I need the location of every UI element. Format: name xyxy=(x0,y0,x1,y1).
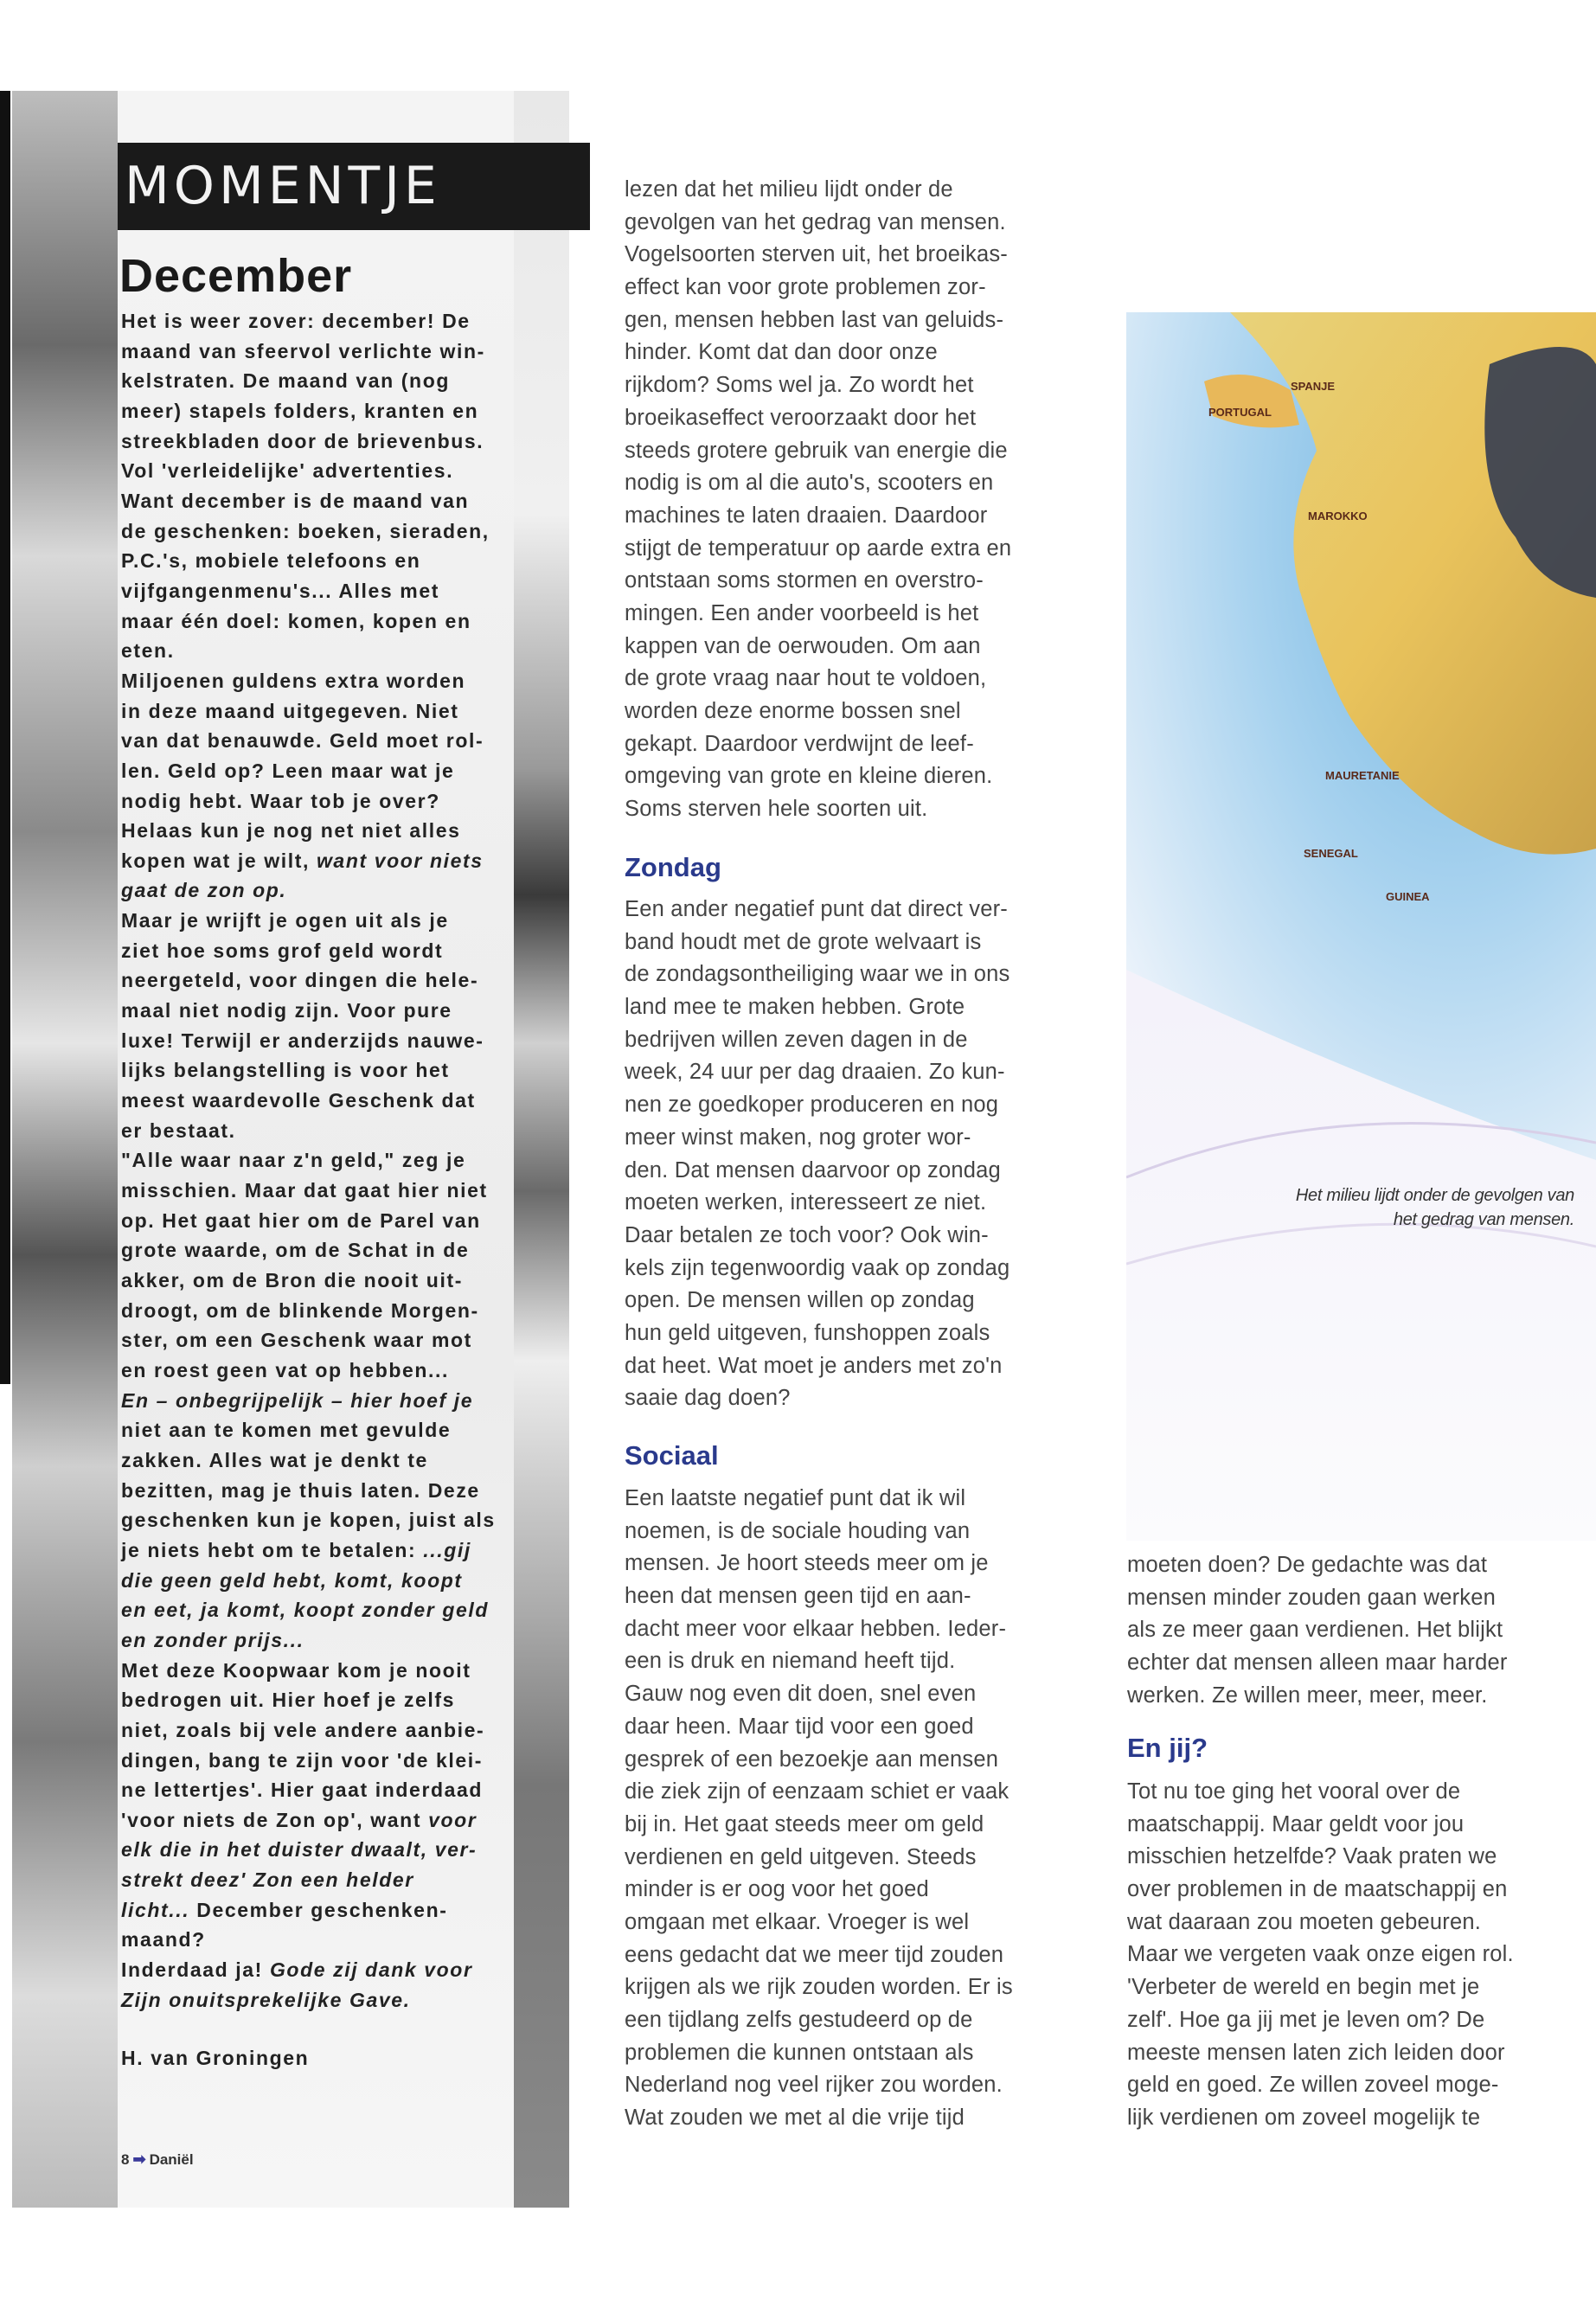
caption-line: het gedrag van mensen. xyxy=(1393,1210,1574,1229)
text-line: misschien hetzelfde? Vaak praten we xyxy=(1127,1844,1497,1869)
text-line xyxy=(121,756,519,786)
text-line: week, 24 uur per dag draaien. Zo kun- xyxy=(625,1060,1005,1085)
author-name: H. van Groningen xyxy=(121,2047,310,2069)
text-line xyxy=(121,1535,519,1566)
text-line xyxy=(121,1685,519,1715)
text-line xyxy=(121,1505,519,1535)
text-line: Gauw nog even dit doen, snel even xyxy=(625,1682,977,1707)
text-line: effect kan voor grote problemen zor- xyxy=(625,275,986,300)
text-line: wat daaraan zou moeten gebeuren. xyxy=(1127,1909,1482,1934)
text-line: Nederland nog veel rijker zou worden. xyxy=(625,2073,1003,2098)
text-line: dat heet. Wat moet je anders met zo'n xyxy=(625,1353,1003,1378)
globe-photo xyxy=(1126,312,1596,1541)
text-segment: maar één doel: komen, kopen en xyxy=(121,609,471,632)
text-segment: ziet hoe soms grof geld wordt xyxy=(121,939,444,962)
text-line: mensen. Je hoort steeds meer om je xyxy=(625,1551,989,1576)
text-line: ontstaan soms stormen en overstro- xyxy=(625,568,984,593)
text-line xyxy=(121,786,519,817)
text-line: dacht meer voor elkaar hebben. Ieder- xyxy=(625,1616,1007,1641)
text-segment: droogt, om de blinkende Morgen- xyxy=(121,1298,479,1322)
text-line xyxy=(121,816,519,846)
text-line xyxy=(121,666,519,696)
text-line: verdienen en geld uitgeven. Steeds xyxy=(625,1844,977,1869)
text-segment: kelstraten. De maand van (nog xyxy=(121,369,450,393)
text-line xyxy=(121,1775,519,1805)
text-line xyxy=(121,1895,519,1926)
text-line xyxy=(121,965,519,996)
italic-text: die geen geld hebt, komt, koopt xyxy=(121,1568,463,1592)
text-line: Wat zouden we met al die vrije tijd xyxy=(625,2106,965,2131)
text-segment: maand van sfeervol verlichte win- xyxy=(121,339,485,362)
text-segment: niet aan te komen met gevulde xyxy=(121,1419,452,1442)
text-line xyxy=(121,906,519,936)
text-line xyxy=(121,1445,519,1476)
text-line xyxy=(121,426,519,457)
text-line xyxy=(121,366,519,396)
text-segment: "Alle waar naar z'n geld," zeg je xyxy=(121,1149,466,1172)
text-line xyxy=(121,1296,519,1326)
text-segment: neergeteld, voor dingen die hele- xyxy=(121,969,479,992)
text-line: eens gedacht dat we meer tijd zouden xyxy=(625,1942,1004,1967)
text-segment: maal niet nodig zijn. Voor pure xyxy=(121,999,452,1022)
text-segment: lijks belangstelling is voor het xyxy=(121,1059,450,1082)
italic-text: Zijn onuitsprekelijke Gave. xyxy=(121,1988,411,2011)
text-segment: P.C.'s, mobiele telefoons en xyxy=(121,549,421,573)
text-line: die ziek zijn of eenzaam schiet er vaak xyxy=(625,1779,1010,1804)
text-line: moeten werken, interesseert ze niet. xyxy=(625,1190,987,1215)
text-segment: in deze maand uitgegeven. Niet xyxy=(121,699,459,722)
text-segment: van dat benauwde. Geld moet rol- xyxy=(121,729,484,753)
text-line xyxy=(121,1206,519,1236)
text-line: Tot nu toe ging het vooral over de xyxy=(1127,1779,1461,1804)
page-footer xyxy=(121,2150,194,2169)
text-line: daar heen. Maar tijd voor een goed xyxy=(625,1714,974,1739)
map-label: SENEGAL xyxy=(1304,847,1358,860)
page-edge xyxy=(0,91,10,1384)
zondag-text xyxy=(625,894,1010,1415)
image-caption xyxy=(1151,1183,1574,1232)
italic-text: Gode zij dank voor xyxy=(269,1958,473,1982)
text-line: machines te laten draaien. Daardoor xyxy=(625,503,988,528)
italic-text: licht... xyxy=(121,1898,190,1921)
text-line xyxy=(121,336,519,367)
text-segment: en roest geen vat op hebben... xyxy=(121,1358,450,1381)
text-line xyxy=(121,846,519,876)
italic-text: strekt deez' Zon een helder xyxy=(121,1868,414,1892)
text-line: meer winst maken, nog groter wor- xyxy=(625,1125,971,1150)
text-segment: bedrogen uit. Hier hoef je zelfs xyxy=(121,1689,456,1712)
text-line: een tijdlang zelfs gestudeerd op de xyxy=(625,2008,973,2032)
text-line xyxy=(121,1715,519,1746)
map-label: PORTUGAL xyxy=(1208,406,1272,419)
text-segment: vijfgangenmenu's... Alles met xyxy=(121,579,439,602)
text-line: stijgt de temperatuur op aarde extra en xyxy=(625,535,1012,561)
text-line: Daar betalen ze toch voor? Ook win- xyxy=(625,1222,989,1247)
text-line xyxy=(121,1566,519,1596)
text-line: meeste mensen laten zich leiden door xyxy=(1127,2040,1505,2065)
text-line: omgeving van grote en kleine dieren. xyxy=(625,764,993,789)
text-line xyxy=(121,1656,519,1686)
map-label: GUINEA xyxy=(1386,890,1430,903)
text-line xyxy=(121,1086,519,1116)
text-line: den. Dat mensen daarvoor op zondag xyxy=(625,1157,1001,1183)
text-line xyxy=(121,1746,519,1776)
text-line xyxy=(121,1925,519,1955)
text-line xyxy=(121,1985,519,2016)
text-segment: er bestaat. xyxy=(121,1118,236,1142)
text-line: nodig is om al die auto's, scooters en xyxy=(625,471,994,496)
text-segment: 'voor niets de Zon op', want xyxy=(121,1808,429,1831)
italic-text: En – onbegrijpelijk – hier hoef je xyxy=(121,1388,474,1412)
text-line: land mee te maken hebben. Grote xyxy=(625,995,965,1020)
text-segment: len. Geld op? Leen maar wat je xyxy=(121,759,455,782)
text-segment: de geschenken: boeken, sieraden, xyxy=(121,519,490,542)
text-line: kels zijn tegenwoordig vaak op zondag xyxy=(625,1255,1010,1280)
text-segment: streekbladen door de brievenbus. xyxy=(121,429,484,452)
map-label: MAROKKO xyxy=(1308,510,1368,522)
text-line: echter dat mensen alleen maar harder xyxy=(1127,1650,1508,1676)
text-line: Maar we vergeten vaak onze eigen rol. xyxy=(1127,1942,1514,1967)
text-line xyxy=(121,1805,519,1836)
text-line: gekapt. Daardoor verdwijnt de leef- xyxy=(625,731,974,756)
text-line: broeikaseffect veroorzaakt door het xyxy=(625,405,977,430)
text-line xyxy=(121,396,519,426)
text-segment: Het is weer zover: december! De xyxy=(121,310,471,332)
text-line xyxy=(121,606,519,637)
map-label: SPANJE xyxy=(1291,380,1336,393)
text-line xyxy=(121,1026,519,1056)
magazine-name: Daniël xyxy=(149,2150,194,2168)
text-line: steeds grotere gebruik van energie die xyxy=(625,438,1008,463)
section-banner: MOMENTJE xyxy=(118,143,590,230)
italic-text: en zonder prijs... xyxy=(121,1628,304,1651)
text-segment: grote waarde, om de Schat in de xyxy=(121,1239,470,1262)
text-line: heen dat mensen geen tijd en aan- xyxy=(625,1584,971,1609)
text-line: noemen, is de sociale houding van xyxy=(625,1518,971,1543)
text-line xyxy=(121,696,519,727)
text-line xyxy=(121,516,519,547)
text-line: Soms sterven hele soorten uit. xyxy=(625,797,928,822)
text-line xyxy=(121,1625,519,1656)
text-line xyxy=(121,1955,519,1985)
text-line: kappen van de oerwouden. Om aan xyxy=(625,633,981,658)
text-line xyxy=(121,1386,519,1416)
text-line: problemen die kunnen ontstaan als xyxy=(625,2040,974,2065)
text-line xyxy=(121,486,519,516)
italic-text: gaat de zon op. xyxy=(121,879,287,902)
heading-sociaal: Sociaal xyxy=(625,1440,719,1471)
text-line: gevolgen van het gedrag van mensen. xyxy=(625,209,1006,234)
background-photo-right xyxy=(514,91,569,2208)
text-line xyxy=(121,996,519,1026)
text-line: maatschappij. Maar geldt voor jou xyxy=(1127,1811,1465,1836)
article-title: December xyxy=(119,250,353,302)
caption-line: Het milieu lijdt onder de gevolgen van xyxy=(1295,1186,1574,1205)
text-line xyxy=(121,1415,519,1445)
text-line: de grote vraag naar hout te voldoen, xyxy=(625,666,987,691)
column-text-left xyxy=(121,306,519,2015)
text-line: hun geld uitgeven, funshoppen zoals xyxy=(625,1320,990,1345)
text-segment: maand? xyxy=(121,1928,206,1952)
text-line xyxy=(121,1235,519,1266)
text-line: over problemen in de maatschappij en xyxy=(1127,1877,1508,1902)
text-segment: op. Het gaat hier om de Parel van xyxy=(121,1208,481,1232)
text-line: Vogelsoorten sterven uit, het broeikas- xyxy=(625,242,1008,267)
text-line xyxy=(121,1055,519,1086)
right-intro-text xyxy=(1127,1549,1508,1712)
text-segment: dingen, bang te zijn voor 'de klei- xyxy=(121,1748,484,1772)
text-line: mensen minder zouden gaan werken xyxy=(1127,1585,1496,1610)
text-segment: misschien. Maar dat gaat hier niet xyxy=(121,1179,488,1202)
text-segment: ne lettertjes'. Hier gaat inderdaad xyxy=(121,1779,484,1802)
italic-text: en eet, ja komt, koopt zonder geld xyxy=(121,1599,490,1622)
text-line xyxy=(121,1116,519,1146)
text-segment: je niets hebt om te betalen: xyxy=(121,1538,424,1561)
text-segment: zakken. Alles wat je denkt te xyxy=(121,1448,428,1471)
text-segment: meer) stapels folders, kranten en xyxy=(121,399,479,422)
text-line: gesprek of een bezoekje aan mensen xyxy=(625,1747,999,1772)
text-line: gen, mensen hebben last van geluids- xyxy=(625,307,1004,332)
text-line xyxy=(121,576,519,606)
text-line: lezen dat het milieu lijdt onder de xyxy=(625,177,953,202)
text-line: Een ander negatief punt dat direct ver- xyxy=(625,897,1008,921)
text-line xyxy=(121,1145,519,1176)
text-line xyxy=(121,1266,519,1296)
italic-text: voor xyxy=(428,1808,478,1831)
text-line xyxy=(121,1356,519,1386)
text-segment: nodig hebt. Waar tob je over? xyxy=(121,789,440,812)
text-line: Een laatste negatief punt dat ik wil xyxy=(625,1486,966,1510)
heading-en-jij: En jij? xyxy=(1127,1733,1208,1763)
text-segment: akker, om de Bron die nooit uit- xyxy=(121,1269,463,1292)
text-line: saaie dag doen? xyxy=(625,1386,791,1411)
middle-intro-text xyxy=(625,174,1011,826)
text-line xyxy=(121,1595,519,1625)
text-line: band houdt met de grote welvaart is xyxy=(625,929,982,954)
text-segment: luxe! Terwijl er anderzijds nauwe- xyxy=(121,1029,484,1052)
text-line xyxy=(121,936,519,966)
text-line: nen ze goedkoper produceren en nog xyxy=(625,1093,999,1118)
text-line xyxy=(121,1176,519,1206)
globe-illustration xyxy=(1126,312,1596,1541)
text-segment: Helaas kun je nog net niet alles xyxy=(121,819,461,843)
text-line: mingen. Een ander voorbeeld is het xyxy=(625,600,979,625)
text-segment: meest waardevolle Geschenk dat xyxy=(121,1089,476,1112)
text-line: open. De mensen willen op zondag xyxy=(625,1288,975,1313)
text-line: als ze meer gaan verdienen. Het blijkt xyxy=(1127,1618,1503,1643)
text-line: lijk verdienen om zoveel mogelijk te xyxy=(1127,2105,1481,2130)
text-line: zelf'. Hoe ga jij met je leven om? De xyxy=(1127,2007,1485,2032)
text-segment: ster, om een Geschenk waar mot xyxy=(121,1329,472,1352)
text-line: de zondagsontheiliging waar we in ons xyxy=(625,962,1010,987)
text-segment: Inderdaad ja! xyxy=(121,1958,270,1982)
text-segment: December geschenken- xyxy=(189,1898,448,1921)
italic-text: ...gij xyxy=(423,1538,471,1561)
text-segment: bezitten, mag je thuis laten. Deze xyxy=(121,1478,480,1502)
text-line: worden deze enorme bossen snel xyxy=(625,699,961,723)
sociaal-text xyxy=(625,1483,1013,2135)
text-segment: geschenken kun je kopen, juist als xyxy=(121,1509,496,1532)
text-line xyxy=(121,636,519,666)
text-line: bedrijven willen zeven dagen in de xyxy=(625,1027,968,1052)
text-line: een is druk en niemand heeft tijd. xyxy=(625,1649,956,1674)
text-line xyxy=(121,1835,519,1865)
text-line: 'Verbeter de wereld en begin met je xyxy=(1127,1975,1480,2000)
text-line xyxy=(121,546,519,576)
text-segment: kopen wat je wilt, xyxy=(121,849,317,872)
text-line xyxy=(121,306,519,336)
text-line: werken. Ze willen meer, meer, meer. xyxy=(1127,1682,1488,1708)
text-segment: eten. xyxy=(121,639,175,663)
text-line xyxy=(121,875,519,906)
text-line: krijgen als we rijk zouden worden. Er is xyxy=(625,1975,1013,2000)
heading-zondag: Zondag xyxy=(625,852,721,882)
text-line xyxy=(121,1325,519,1356)
text-line: minder is er oog voor het goed xyxy=(625,1877,929,1902)
text-segment: Maar je wrijft je ogen uit als je xyxy=(121,909,449,933)
text-segment: Miljoenen guldens extra worden xyxy=(121,669,466,692)
text-line xyxy=(121,456,519,486)
text-line xyxy=(121,726,519,756)
italic-text: want voor niets xyxy=(316,849,484,872)
text-line: omgaan met elkaar. Vroeger is wel xyxy=(625,1909,970,1934)
text-segment: niet, zoals bij vele andere aanbie- xyxy=(121,1718,485,1741)
text-segment: Vol 'verleidelijke' advertenties. xyxy=(121,459,454,483)
en-jij-text xyxy=(1127,1776,1514,2135)
text-line: moeten doen? De gedachte was dat xyxy=(1127,1553,1488,1577)
map-label: MAURETANIE xyxy=(1325,769,1400,782)
text-line xyxy=(121,1476,519,1506)
italic-text: elk die in het duister dwaalt, ver- xyxy=(121,1838,478,1862)
text-line: rijkdom? Soms wel ja. Zo wordt het xyxy=(625,373,974,398)
text-line: bij in. Het gaat steeds meer om geld xyxy=(625,1811,984,1836)
text-line: hinder. Komt dat dan door onze xyxy=(625,340,938,365)
text-line xyxy=(121,1865,519,1895)
text-line: geld en goed. Ze willen zoveel moge- xyxy=(1127,2073,1499,2098)
page-number: 8 xyxy=(121,2150,130,2168)
text-segment: Want december is de maand van xyxy=(121,489,470,512)
background-photo-left xyxy=(12,91,118,2208)
arrow-right-icon: ➡ xyxy=(132,2150,146,2168)
text-segment: Met deze Koopwaar kom je nooit xyxy=(121,1658,471,1682)
